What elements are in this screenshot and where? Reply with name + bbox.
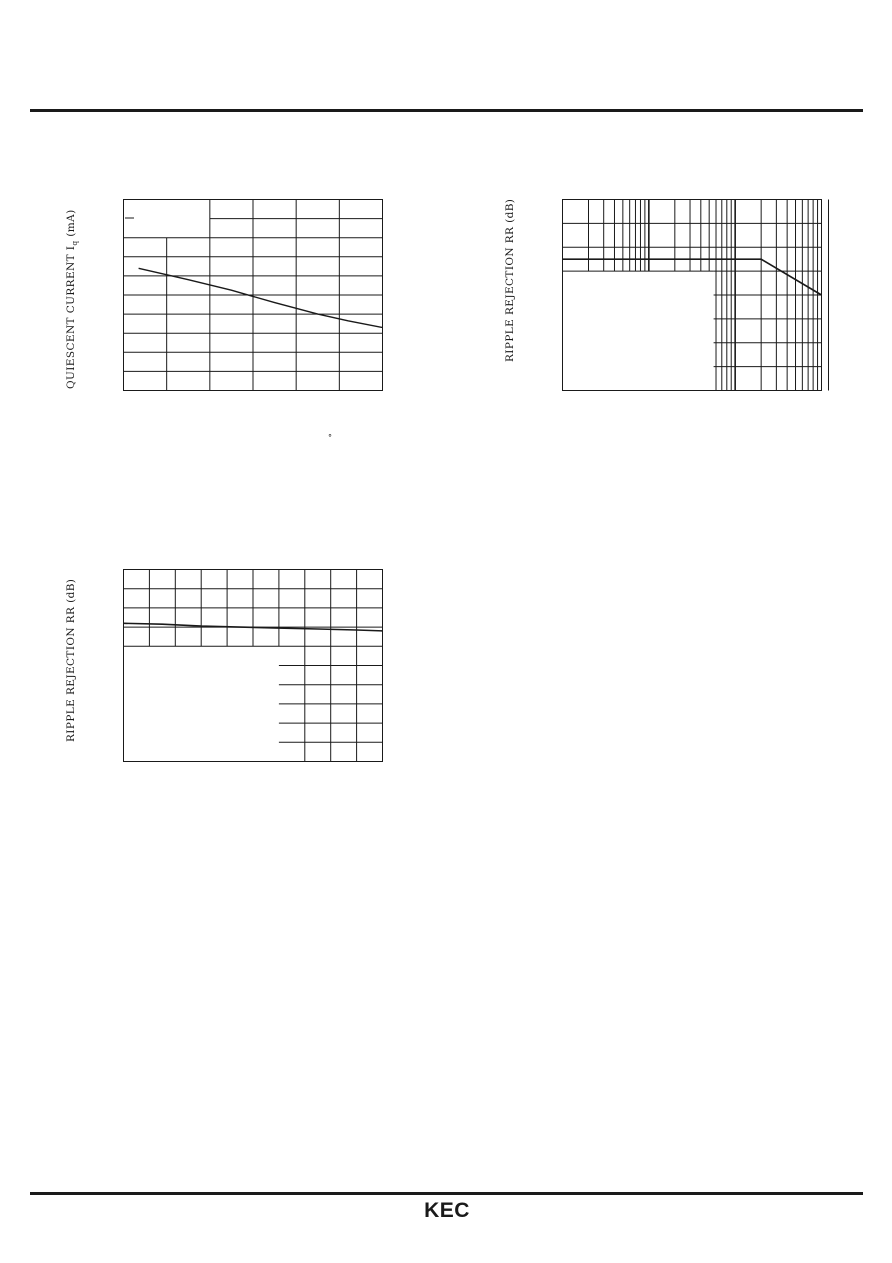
footer-rule (30, 1192, 863, 1195)
y-axis-label-ripple-log: RIPPLE REJECTION RR (dB) (504, 198, 516, 362)
header-rule (30, 109, 863, 112)
kec-logo (414, 1199, 480, 1221)
y-axis-label-subscript: q (70, 240, 80, 246)
ripple-rejection-log-chart (562, 199, 830, 391)
y-axis-label-quiescent (65, 209, 79, 389)
y-axis-label-text: QUIESCENT CURRENT I (65, 245, 77, 389)
series-line-ripple-rejection (563, 259, 822, 295)
y-axis-label-unit: (mA) (65, 209, 77, 241)
ripple-rejection-linear-chart (123, 569, 383, 762)
y-axis-label-ripple-linear: RIPPLE REJECTION RR (dB) (65, 578, 77, 742)
quiescent-current-chart (123, 199, 383, 391)
logo-text: KEC (424, 1199, 470, 1221)
degree-mark: ° (328, 433, 332, 442)
series-line-quiescent-current (139, 268, 383, 327)
